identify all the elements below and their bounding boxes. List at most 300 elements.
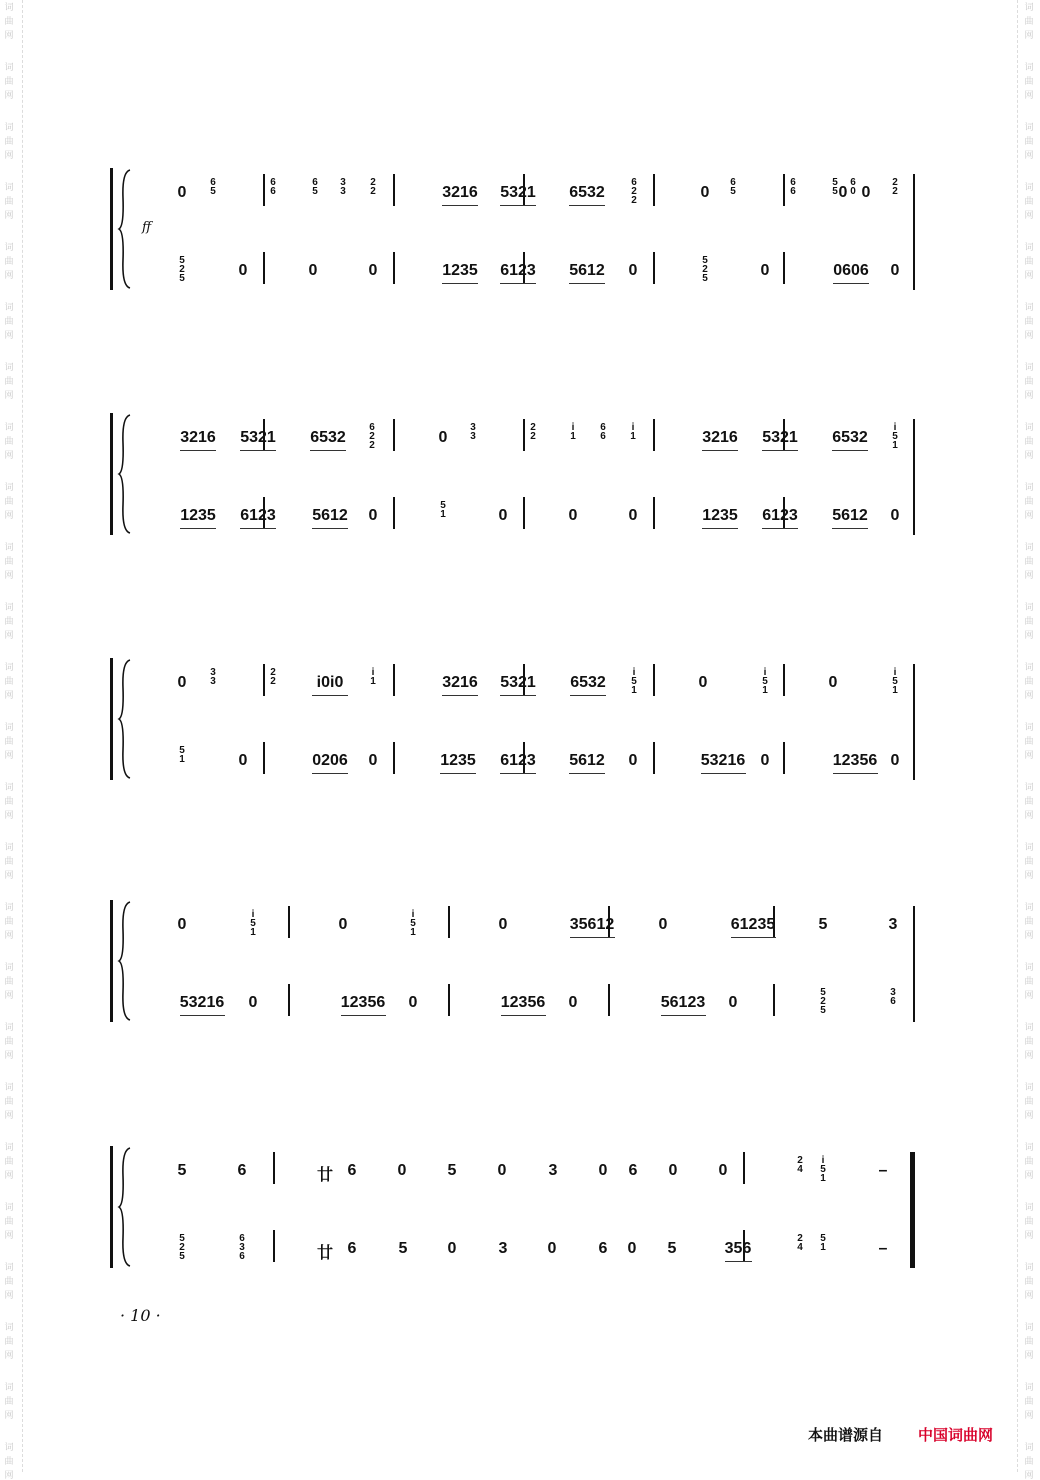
watermark-char: 曲 <box>1024 1276 1034 1286</box>
right-margin-line <box>1017 0 1018 1472</box>
watermark-char: 网 <box>1024 1470 1034 1480</box>
watermark-char: 网 <box>4 870 14 880</box>
watermark-char: 曲 <box>4 256 14 266</box>
lower-note: 12356 <box>832 752 878 769</box>
watermark-char: 曲 <box>1024 1156 1034 1166</box>
watermark-char: 网 <box>4 990 14 1000</box>
lower-note: 5 <box>398 1240 408 1257</box>
watermark-char: 曲 <box>4 736 14 746</box>
lower-note: 0 <box>568 994 578 1011</box>
watermark-char: 词 <box>1024 242 1034 252</box>
watermark-char: 网 <box>1024 870 1034 880</box>
watermark-char: 词 <box>4 962 14 972</box>
final-barline <box>913 419 915 535</box>
barline <box>288 906 290 938</box>
watermark-char: 曲 <box>1024 676 1034 686</box>
upper-note: 0 <box>658 916 668 933</box>
upper-note: 0 <box>438 429 448 446</box>
watermark-char: 曲 <box>4 316 14 326</box>
upper-note: 6 6 <box>790 177 796 197</box>
lower-note: 0 <box>368 752 378 769</box>
watermark-char: 网 <box>4 1290 14 1300</box>
watermark-char: 曲 <box>4 1276 14 1286</box>
upper-note: 6 5 <box>210 177 216 197</box>
barline <box>448 906 450 938</box>
lower-note: 5 2 5 <box>179 255 185 284</box>
watermark-char: 词 <box>4 902 14 912</box>
watermark-char: 曲 <box>4 1456 14 1466</box>
upper-note: 6532 <box>569 184 605 201</box>
watermark-char: 网 <box>4 150 14 160</box>
watermark-char: 网 <box>4 1470 14 1480</box>
barline <box>783 664 785 696</box>
beam-line <box>500 773 536 774</box>
watermark-char: 词 <box>4 602 14 612</box>
watermark-char: 网 <box>4 690 14 700</box>
upper-note: 0 <box>177 916 187 933</box>
beam-line <box>310 450 346 451</box>
watermark-char: 词 <box>1024 842 1034 852</box>
lower-note: 0 <box>547 1240 557 1257</box>
barline <box>783 252 785 284</box>
dynamic-mark: ff <box>142 220 152 235</box>
watermark-char: 网 <box>1024 1230 1034 1240</box>
watermark-char: 网 <box>4 210 14 220</box>
watermark-char: 网 <box>1024 1170 1034 1180</box>
barline <box>273 1152 275 1184</box>
watermark-char: 曲 <box>4 1096 14 1106</box>
watermark-char: 词 <box>4 362 14 372</box>
upper-note: i 5 1 <box>892 422 898 451</box>
lower-note: 1235 <box>442 262 478 279</box>
watermark-char: 曲 <box>4 556 14 566</box>
lower-note: 0 <box>760 752 770 769</box>
beam-line <box>341 1015 386 1016</box>
watermark-char: 网 <box>1024 270 1034 280</box>
watermark-char: 网 <box>4 630 14 640</box>
beam-line <box>725 1261 752 1262</box>
watermark-char: 网 <box>1024 930 1034 940</box>
watermark-char: 词 <box>1024 722 1034 732</box>
barline <box>448 984 450 1016</box>
beam-line <box>762 528 798 529</box>
upper-note: 5321 <box>240 429 276 446</box>
lower-note: 0206 <box>312 752 348 769</box>
upper-note: 5 <box>818 916 828 933</box>
final-barline <box>913 664 915 780</box>
lower-note: 5 2 5 <box>820 987 826 1016</box>
barline <box>743 1152 745 1184</box>
watermark-char: 网 <box>4 510 14 520</box>
watermark-char: 曲 <box>1024 376 1034 386</box>
barline <box>653 174 655 206</box>
lower-note: 0 <box>628 262 638 279</box>
upper-note: – <box>878 1162 888 1179</box>
lower-note: 5 2 5 <box>702 255 708 284</box>
watermark-char: 网 <box>4 810 14 820</box>
lower-note: 3 <box>498 1240 508 1257</box>
lower-note: 0 <box>627 1240 637 1257</box>
barline <box>783 174 785 206</box>
beam-line <box>180 450 216 451</box>
watermark-char: 词 <box>4 1322 14 1332</box>
left-margin-line <box>22 0 23 1472</box>
watermark-char: 词 <box>4 2 14 12</box>
beam-line <box>702 450 738 451</box>
upper-note: 3 3 <box>470 422 476 442</box>
upper-note: 0 <box>700 184 710 201</box>
watermark-char: 网 <box>4 450 14 460</box>
barline <box>288 984 290 1016</box>
upper-note: 0 <box>497 1162 507 1179</box>
watermark-char: 曲 <box>4 76 14 86</box>
watermark-char: 曲 <box>1024 976 1034 986</box>
lower-note: 53216 <box>179 994 225 1011</box>
upper-note: 6 <box>347 1162 357 1179</box>
lower-note: 356 <box>724 1240 752 1257</box>
lower-note: 3 6 <box>890 987 896 1007</box>
watermark-char: 网 <box>4 750 14 760</box>
watermark-char: 曲 <box>1024 76 1034 86</box>
watermark-char: 曲 <box>4 1156 14 1166</box>
brace-icon <box>118 900 130 1022</box>
watermark-char: 曲 <box>1024 136 1034 146</box>
upper-note: 0 <box>828 674 838 691</box>
upper-note: 0 <box>338 916 348 933</box>
lower-note: 廿 <box>316 1245 334 1262</box>
upper-note: 5 <box>177 1162 187 1179</box>
watermark-char: 词 <box>1024 422 1034 432</box>
upper-note: 6532 <box>570 674 606 691</box>
watermark-char: 曲 <box>1024 1456 1034 1466</box>
watermark-char: 词 <box>4 62 14 72</box>
watermark-char: 词 <box>1024 902 1034 912</box>
watermark-char: 曲 <box>4 1336 14 1346</box>
lower-note: 0 <box>890 507 900 524</box>
barline <box>523 419 525 451</box>
beam-line <box>312 528 348 529</box>
watermark-char: 曲 <box>4 496 14 506</box>
beam-line <box>442 205 478 206</box>
upper-note: i 5 1 <box>631 667 637 696</box>
lower-note: 0 <box>248 994 258 1011</box>
beam-line <box>440 773 476 774</box>
barline <box>783 742 785 774</box>
lower-note: 0 <box>890 752 900 769</box>
watermark-char: 网 <box>1024 390 1034 400</box>
upper-note: 6 2 2 <box>369 422 375 451</box>
upper-note: 5321 <box>762 429 798 446</box>
watermark-char: 曲 <box>1024 736 1034 746</box>
upper-note: 0 <box>598 1162 608 1179</box>
lower-note: 1235 <box>440 752 476 769</box>
watermark-char: 网 <box>4 1110 14 1120</box>
barline <box>523 497 525 529</box>
upper-note: 0 <box>668 1162 678 1179</box>
left-watermark <box>2 0 16 1480</box>
upper-note: i 5 1 <box>410 909 416 938</box>
watermark-char: 网 <box>1024 1410 1034 1420</box>
beam-line <box>569 283 605 284</box>
watermark-char: 曲 <box>4 916 14 926</box>
watermark-char: 词 <box>1024 1442 1034 1452</box>
upper-note: 0 <box>718 1162 728 1179</box>
watermark-char: 词 <box>4 1022 14 1032</box>
watermark-char: 词 <box>4 1142 14 1152</box>
lower-note: 0 <box>238 752 248 769</box>
beam-line <box>180 528 216 529</box>
beam-line <box>833 283 869 284</box>
lower-note: 2 4 <box>797 1233 803 1253</box>
upper-note: 35612 <box>569 916 615 933</box>
source-site-link[interactable]: 中国词曲网 <box>918 1427 994 1444</box>
watermark-char: 曲 <box>1024 1036 1034 1046</box>
system-line <box>110 900 113 1022</box>
upper-note: 廿 <box>316 1167 334 1184</box>
barline <box>273 1230 275 1262</box>
watermark-char: 网 <box>4 390 14 400</box>
watermark-char: 曲 <box>1024 1096 1034 1106</box>
score-system <box>110 1146 930 1276</box>
upper-note: i 1 <box>630 422 636 442</box>
watermark-char: 网 <box>1024 570 1034 580</box>
beam-line <box>569 205 605 206</box>
beam-line <box>833 773 878 774</box>
watermark-char: 词 <box>1024 182 1034 192</box>
beam-line <box>832 528 868 529</box>
upper-note: i 5 1 <box>820 1155 826 1184</box>
watermark-char: 曲 <box>4 1396 14 1406</box>
watermark-char: 曲 <box>1024 1216 1034 1226</box>
watermark-char: 词 <box>1024 362 1034 372</box>
watermark-char: 网 <box>1024 1290 1034 1300</box>
watermark-char: 词 <box>4 1082 14 1092</box>
system-line <box>110 168 113 290</box>
beam-line <box>442 283 478 284</box>
lower-note: 56123 <box>660 994 706 1011</box>
barline <box>393 174 395 206</box>
final-barline <box>913 906 915 1022</box>
watermark-char: 网 <box>4 330 14 340</box>
system-line <box>110 658 113 780</box>
watermark-char: 网 <box>1024 690 1034 700</box>
lower-note: 5 1 <box>820 1233 826 1253</box>
watermark-char: 网 <box>4 1170 14 1180</box>
beam-line <box>570 937 615 938</box>
upper-note: 3 3 <box>340 177 346 197</box>
upper-note: i 1 <box>570 422 576 442</box>
beam-line <box>442 695 478 696</box>
watermark-char: 网 <box>1024 1350 1034 1360</box>
watermark-char: 曲 <box>4 16 14 26</box>
watermark-char: 曲 <box>1024 1336 1034 1346</box>
watermark-char: 词 <box>1024 1262 1034 1272</box>
watermark-char: 曲 <box>4 676 14 686</box>
right-watermark <box>1022 0 1036 1480</box>
upper-note: 2 2 <box>370 177 376 197</box>
lower-note: 6 <box>347 1240 357 1257</box>
watermark-char: 网 <box>4 930 14 940</box>
upper-note: 6 0 <box>850 177 856 197</box>
barline <box>263 252 265 284</box>
upper-note: i 5 1 <box>892 667 898 696</box>
watermark-char: 网 <box>4 1230 14 1240</box>
lower-note: – <box>878 1240 888 1257</box>
watermark-char: 词 <box>1024 962 1034 972</box>
watermark-char: 词 <box>1024 1142 1034 1152</box>
watermark-char: 曲 <box>4 376 14 386</box>
watermark-char: 网 <box>1024 510 1034 520</box>
source-note: 本曲谱源自 <box>808 1427 884 1444</box>
upper-note: 2 2 <box>530 422 536 442</box>
upper-note: 2 4 <box>797 1155 803 1175</box>
watermark-char: 网 <box>4 30 14 40</box>
upper-note: 6 2 2 <box>631 177 637 206</box>
lower-note: 6 3 6 <box>239 1233 245 1262</box>
watermark-char: 网 <box>1024 450 1034 460</box>
lower-note: 5612 <box>832 507 868 524</box>
score-system <box>110 168 930 298</box>
lower-note: 6123 <box>500 262 536 279</box>
watermark-char: 词 <box>1024 122 1034 132</box>
beam-line <box>701 773 746 774</box>
watermark-char: 曲 <box>4 976 14 986</box>
lower-note: 5 <box>667 1240 677 1257</box>
upper-note: 2 2 <box>270 667 276 687</box>
barline <box>393 252 395 284</box>
watermark-char: 曲 <box>1024 496 1034 506</box>
beam-line <box>312 695 348 696</box>
watermark-char: 词 <box>4 302 14 312</box>
upper-note: 6 5 <box>312 177 318 197</box>
lower-note: 12356 <box>500 994 546 1011</box>
upper-note: 3216 <box>702 429 738 446</box>
upper-note: i0i0 <box>316 674 344 691</box>
barline <box>263 174 265 206</box>
beam-line <box>702 528 738 529</box>
lower-note: 0 <box>368 262 378 279</box>
lower-note: 53216 <box>700 752 746 769</box>
watermark-char: 曲 <box>1024 436 1034 446</box>
lower-note: 0 <box>728 994 738 1011</box>
watermark-char: 词 <box>4 1382 14 1392</box>
watermark-char: 词 <box>1024 1022 1034 1032</box>
lower-note: 0 <box>890 262 900 279</box>
watermark-char: 曲 <box>1024 316 1034 326</box>
watermark-char: 词 <box>4 722 14 732</box>
upper-note: 5321 <box>500 184 536 201</box>
watermark-char: 词 <box>1024 62 1034 72</box>
watermark-char: 词 <box>1024 662 1034 672</box>
lower-note: 0 <box>760 262 770 279</box>
watermark-char: 曲 <box>4 436 14 446</box>
watermark-char: 词 <box>4 1202 14 1212</box>
lower-note: 6123 <box>500 752 536 769</box>
watermark-char: 曲 <box>1024 916 1034 926</box>
watermark-char: 网 <box>1024 150 1034 160</box>
barline <box>263 742 265 774</box>
watermark-char: 网 <box>1024 630 1034 640</box>
watermark-char: 词 <box>1024 1202 1034 1212</box>
watermark-char: 曲 <box>4 616 14 626</box>
beam-line <box>832 450 868 451</box>
lower-note: 1235 <box>702 507 738 524</box>
beam-line <box>731 937 776 938</box>
watermark-char: 曲 <box>1024 796 1034 806</box>
lower-note: 0 <box>308 262 318 279</box>
upper-note: i 5 1 <box>762 667 768 696</box>
lower-note: 12356 <box>340 994 386 1011</box>
barline <box>608 984 610 1016</box>
final-barline <box>910 1152 915 1268</box>
watermark-char: 词 <box>4 242 14 252</box>
watermark-char: 网 <box>1024 30 1034 40</box>
watermark-char: 网 <box>1024 990 1034 1000</box>
barline <box>653 419 655 451</box>
score-system <box>110 900 930 1030</box>
upper-note: 5 5 <box>832 177 838 197</box>
score-system <box>110 413 930 543</box>
upper-note: 6532 <box>310 429 346 446</box>
upper-note: 0 <box>177 184 187 201</box>
watermark-char: 网 <box>4 1050 14 1060</box>
watermark-char: 词 <box>4 842 14 852</box>
watermark-char: 网 <box>1024 1050 1034 1060</box>
lower-note: 1235 <box>180 507 216 524</box>
watermark-char: 词 <box>1024 302 1034 312</box>
lower-note: 0 <box>238 262 248 279</box>
watermark-char: 曲 <box>1024 856 1034 866</box>
lower-note: 0606 <box>833 262 869 279</box>
watermark-char: 网 <box>1024 210 1034 220</box>
lower-note: 5 2 5 <box>179 1233 185 1262</box>
upper-note: 0 <box>861 184 871 201</box>
upper-note: 3216 <box>442 674 478 691</box>
watermark-char: 词 <box>1024 2 1034 12</box>
watermark-char: 曲 <box>4 136 14 146</box>
lower-note: 0 <box>498 507 508 524</box>
watermark-char: 词 <box>4 122 14 132</box>
upper-note: 0 <box>698 674 708 691</box>
upper-note: 2 2 <box>892 177 898 197</box>
beam-line <box>240 450 276 451</box>
brace-icon <box>118 413 130 535</box>
watermark-char: 网 <box>1024 1110 1034 1120</box>
beam-line <box>180 1015 225 1016</box>
system-line <box>110 1146 113 1268</box>
upper-note: 0 <box>397 1162 407 1179</box>
watermark-char: 曲 <box>1024 196 1034 206</box>
barline <box>653 742 655 774</box>
upper-note: 3 <box>888 916 898 933</box>
brace-icon <box>118 658 130 780</box>
upper-note: 6532 <box>832 429 868 446</box>
watermark-char: 曲 <box>4 1216 14 1226</box>
watermark-char: 词 <box>4 182 14 192</box>
beam-line <box>570 695 606 696</box>
watermark-char: 词 <box>4 662 14 672</box>
watermark-char: 词 <box>1024 1082 1034 1092</box>
lower-note: 0 <box>628 752 638 769</box>
upper-note: 6 <box>237 1162 247 1179</box>
watermark-char: 曲 <box>1024 1396 1034 1406</box>
beam-line <box>569 773 605 774</box>
upper-note: 3216 <box>180 429 216 446</box>
lower-note: 5612 <box>569 752 605 769</box>
system-line <box>110 413 113 535</box>
beam-line <box>501 1015 546 1016</box>
watermark-char: 网 <box>4 270 14 280</box>
